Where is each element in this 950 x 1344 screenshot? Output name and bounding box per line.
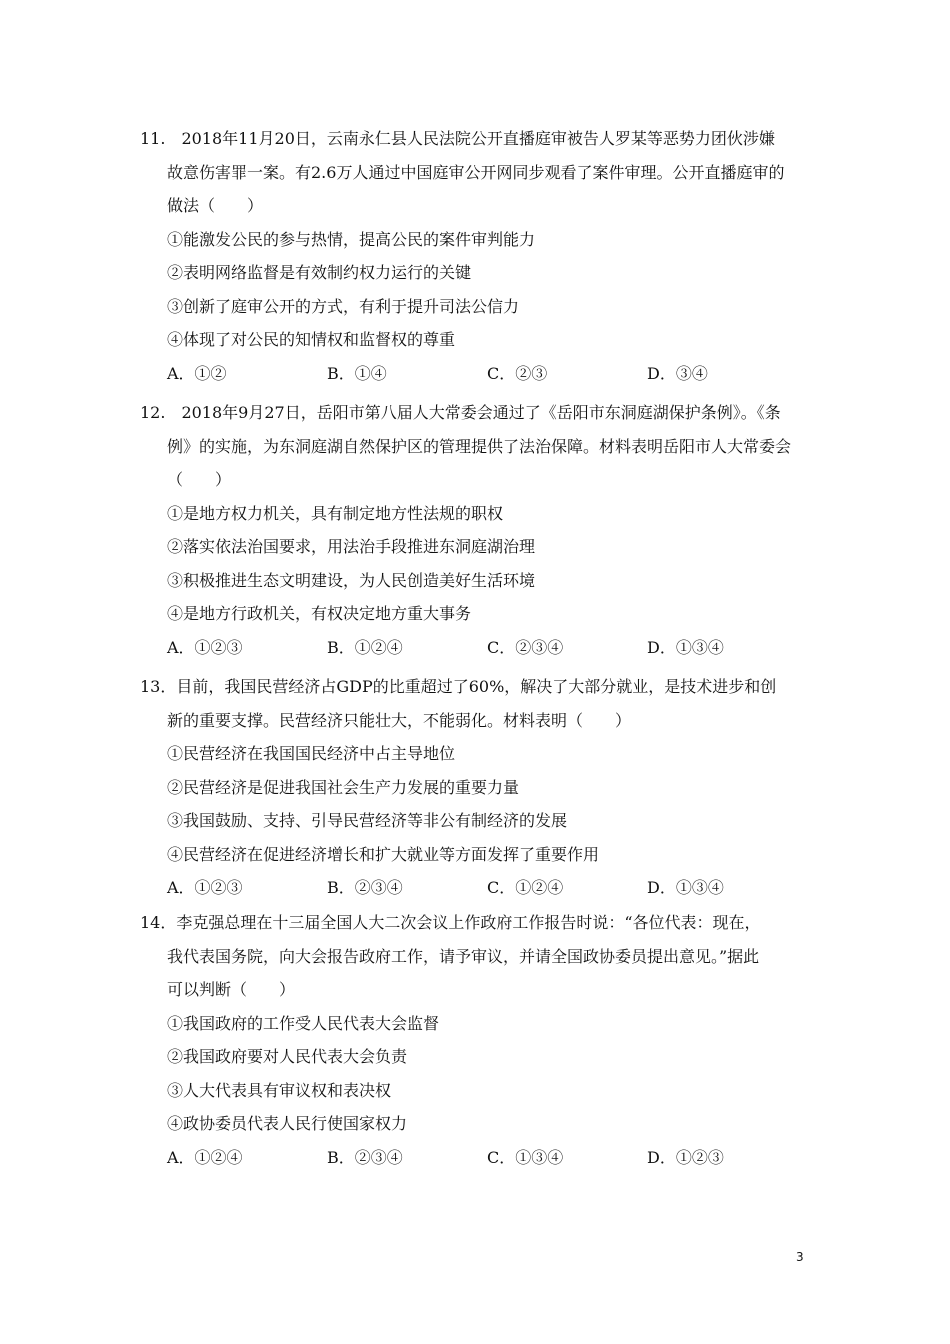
statement-option: ②落实依法治国要求，用法治手段推进东洞庭湖治理 bbox=[167, 537, 536, 556]
question-stem-line: 可以判断（ ） bbox=[167, 980, 296, 999]
choice-b: B．②③④ bbox=[327, 878, 403, 897]
choice-c: C．①③④ bbox=[487, 1147, 564, 1167]
statement-option: ①我国政府的工作受人民代表大会监督 bbox=[167, 1013, 440, 1033]
choice-a: A．①②③ bbox=[167, 878, 243, 897]
answer-choices bbox=[140, 871, 820, 905]
question-stem-line: 新的重要支撑。民营经济只能壮大，不能弱化。材料表明（ ） bbox=[167, 710, 632, 730]
question-12 bbox=[140, 396, 820, 664]
page-number: 3 bbox=[796, 1250, 804, 1264]
question-stem-line: 12. 2018年9月27日，岳阳市第八届人大常委会通过了《岳阳市东洞庭湖保护条例》。《条 bbox=[140, 403, 781, 422]
question-14 bbox=[140, 906, 820, 1174]
answer-choices bbox=[140, 631, 820, 665]
statement-option: ①民营经济在我国国民经济中占主导地位 bbox=[167, 744, 456, 763]
question-stem-line: 13．目前，我国民营经济占GDP的比重超过了60%，解决了大部分就业，是技术进步和创 bbox=[140, 677, 777, 696]
statement-option: ②我国政府要对人民代表大会负责 bbox=[167, 1047, 408, 1066]
choice-d: D．①③④ bbox=[647, 637, 724, 657]
answer-choices bbox=[140, 357, 820, 391]
choice-c: C．②③ bbox=[487, 363, 548, 383]
choice-d: D．③④ bbox=[647, 363, 708, 383]
question-stem-line: （ ） bbox=[167, 470, 232, 489]
statement-option: ④民营经济在促进经济增长和扩大就业等方面发挥了重要作用 bbox=[167, 844, 600, 864]
question-stem-line: 例》的实施，为东洞庭湖自然保护区的管理提供了法治保障。材料表明岳阳市人大常委会 bbox=[167, 436, 792, 456]
question-stem-line: 14．李克强总理在十三届全国人大二次会议上作政府工作报告时说：“各位代表：现在， bbox=[140, 913, 761, 932]
statement-option: ④体现了对公民的知情权和监督权的尊重 bbox=[167, 330, 456, 349]
statement-option: ①是地方权力机关，具有制定地方性法规的职权 bbox=[167, 503, 504, 523]
statement-option: ③我国鼓励、支持、引导民营经济等非公有制经济的发展 bbox=[167, 811, 568, 830]
question-stem-line: 做法（ ） bbox=[167, 196, 264, 215]
statement-option: ①能激发公民的参与热情，提高公民的案件审判能力 bbox=[167, 229, 536, 249]
choice-b: B．②③④ bbox=[327, 1147, 403, 1167]
choice-d: D．①②③ bbox=[647, 1147, 724, 1167]
statement-option: ②表明网络监督是有效制约权力运行的关键 bbox=[167, 263, 472, 282]
statement-option: ④是地方行政机关，有权决定地方重大事务 bbox=[167, 604, 472, 623]
choice-b: B．①④ bbox=[327, 363, 387, 383]
statement-option: ③创新了庭审公开的方式，有利于提升司法公信力 bbox=[167, 296, 520, 316]
statement-option: ④政协委员代表人民行使国家权力 bbox=[167, 1114, 408, 1133]
question-stem-line: 故意伤害罪一案。有2.6万人通过中国庭审公开网同步观看了案件审理。公开直播庭审的 bbox=[167, 162, 785, 182]
choice-b: B．①②④ bbox=[327, 637, 403, 657]
choice-a: A．①②④ bbox=[167, 1147, 243, 1167]
choice-a: A．①② bbox=[167, 363, 227, 383]
statement-option: ③人大代表具有审议权和表决权 bbox=[167, 1080, 392, 1100]
question-stem-line: 11. 2018年11月20日，云南永仁县人民法院公开直播庭审被告人罗某等恶势力团伙涉嫌 bbox=[140, 129, 775, 148]
choice-c: C．②③④ bbox=[487, 637, 564, 657]
question-11 bbox=[140, 122, 820, 390]
statement-option: ③积极推进生态文明建设，为人民创造美好生活环境 bbox=[167, 570, 536, 590]
choice-a: A．①②③ bbox=[167, 637, 243, 657]
choice-c: C．①②④ bbox=[487, 878, 564, 897]
answer-choices bbox=[140, 1141, 820, 1175]
choice-d: D．①③④ bbox=[647, 878, 724, 897]
statement-option: ②民营经济是促进我国社会生产力发展的重要力量 bbox=[167, 777, 520, 797]
question-13 bbox=[140, 670, 820, 905]
question-stem-line: 我代表国务院，向大会报告政府工作，请予审议，并请全国政协委员提出意见。”据此 bbox=[167, 946, 760, 966]
